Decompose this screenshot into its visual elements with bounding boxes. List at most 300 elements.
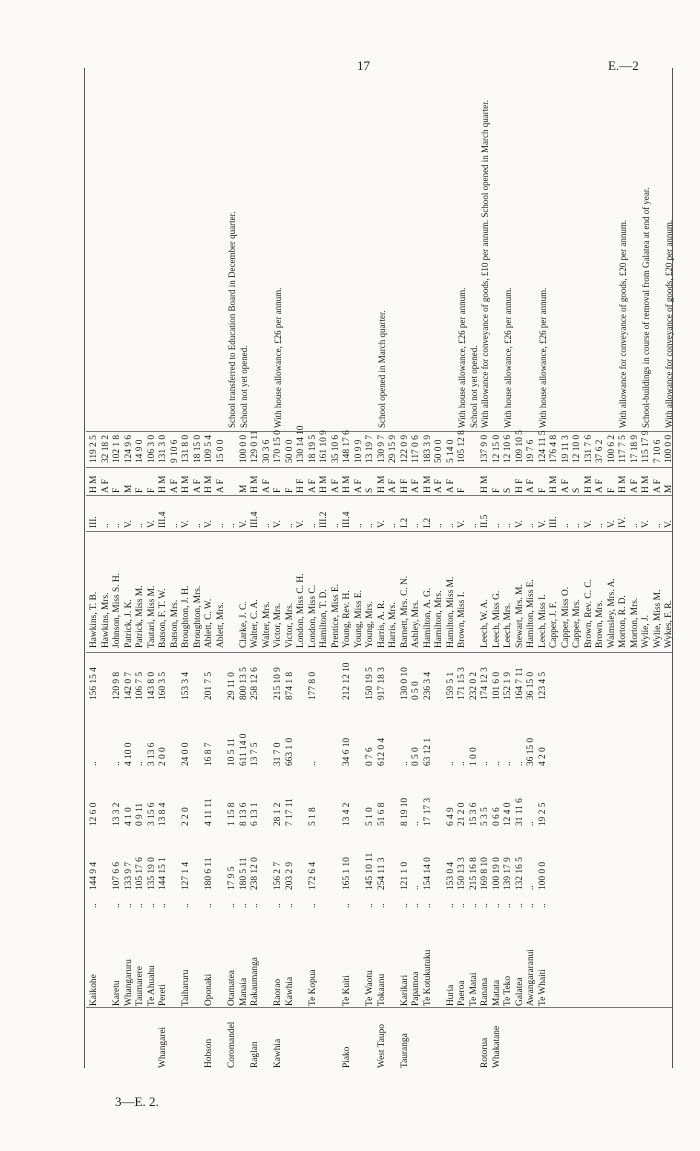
cell-buildings: 16 8 7 [204, 742, 214, 766]
cell-school: Whangaruru [123, 959, 134, 1006]
cell-teacher: Walter, C. A. [250, 599, 260, 648]
cell-position: H M [549, 475, 559, 493]
cell-teacher: Hamilton, A. G. [422, 587, 433, 648]
remarks-note: School opened in March quarter. [376, 310, 387, 428]
cell-position: H M [583, 475, 594, 493]
cell-salaries: 180 5 11 [238, 857, 249, 890]
cell-emolument: 18 19 5 [307, 434, 318, 463]
cell-class: .. [135, 523, 145, 528]
cell-teacher: Leech, Miss I. [537, 594, 548, 648]
cell-emolument: 12 15 0 [491, 434, 502, 463]
cell-emolument: 19 7 6 [526, 439, 536, 463]
cell-emolument: 124 11 5 [537, 430, 548, 463]
cell-dots: .. [365, 903, 375, 908]
cell-buildings: .. [135, 761, 145, 766]
cell-class: .. [169, 523, 180, 528]
cell-school: Kawhia [284, 976, 295, 1006]
cell-salaries: 133 9 7 [123, 861, 134, 890]
cell-emolument: 15 0 0 [215, 439, 226, 463]
cell-class: III.4 [158, 511, 168, 528]
cell-class: V. [181, 520, 191, 528]
cell-buildings: 0 7 6 [365, 747, 375, 766]
cell-total: 164 7 11 [514, 667, 525, 700]
cell-buildings: 663 1 0 [284, 737, 295, 766]
cell-teacher: Hamilton, T. D. [319, 589, 329, 648]
cell-position: H F [399, 478, 410, 493]
cell-class: .. [595, 523, 605, 528]
cell-class: V. [641, 520, 651, 528]
cell-dots: .. [411, 903, 421, 908]
cell-emolument: 119 2 5 [89, 435, 99, 463]
cell-class: V. [606, 520, 617, 528]
cell-emolument: 100 0 0 [664, 434, 674, 463]
cell-dots: .. [537, 903, 548, 908]
cell-school: Otamatea [227, 970, 237, 1006]
cell-class: V. [204, 520, 214, 528]
cell-school: Pereti [158, 984, 168, 1006]
cell-salaries: 150 13 3 [457, 857, 467, 890]
cell-salaries: 121 1 0 [399, 861, 410, 890]
cell-teacher: Hawkins, T. B. [89, 591, 99, 648]
cell-teacher: Harris, A. R. [376, 600, 387, 648]
column-rule [86, 1007, 672, 1008]
cell-dots: .. [181, 903, 191, 908]
cell-salaries: 169 8 10 [480, 857, 490, 890]
cell-dots: .. [526, 903, 536, 908]
cell-emolument: 170 15 0 [273, 430, 283, 463]
remarks-note: With house allowance, £26 per annum. [273, 287, 283, 428]
cell-teacher: Morton, R. D. [618, 595, 628, 648]
cell-teacher: Ablett, Mrs. [215, 602, 226, 648]
cell-emolument: 14 9 0 [135, 439, 145, 463]
cell-buildings: 0 5 0 [411, 747, 421, 766]
cell-class: V. [296, 520, 306, 528]
cell-emolument: 9 10 6 [169, 439, 180, 463]
cell-dots: .. [112, 903, 122, 908]
cell-total: 236 3 4 [422, 671, 433, 700]
cell-school: Kaikohe [89, 974, 99, 1006]
cell-class: .. [652, 523, 663, 528]
cell-total: 159 5 1 [445, 671, 456, 700]
cell-salaries: 144 9 4 [89, 861, 99, 890]
cell-buildings: 4 10 0 [123, 742, 134, 766]
cell-dots: .. [146, 903, 157, 908]
cell-dots: .. [445, 903, 456, 908]
cell-dots: .. [307, 903, 318, 908]
cell-total: 215 10 9 [273, 667, 283, 700]
cell-teacher: Leech, Miss G. [491, 590, 502, 648]
cell-position: F [457, 487, 467, 493]
cell-teacher: London, Miss C. [307, 584, 318, 648]
cell-buildings: 3 13 6 [146, 742, 157, 766]
cell-position: A F [445, 479, 456, 493]
cell-teacher: Ablett, C. W. [204, 598, 214, 648]
cell-books: .. [411, 821, 421, 826]
cell-total: 212 12 10 [342, 662, 352, 700]
remarks-note: School not yet opened. [468, 345, 479, 428]
cell-dots: .. [399, 903, 410, 908]
cell-class: III.4 [342, 511, 352, 528]
cell-total: 150 19 5 [365, 667, 375, 700]
cell-salaries: 156 2 7 [273, 861, 283, 890]
cell-position: H M [376, 475, 387, 493]
cell-emolument: 19 11 3 [560, 435, 571, 463]
cell-class: .. [112, 523, 122, 528]
cell-school: Huria [445, 984, 456, 1006]
cell-salaries: 215 16 8 [468, 857, 479, 890]
cell-position: H M [641, 475, 651, 493]
remarks-note: With allowance for conveyance of goods, £20 per annum. [618, 219, 628, 428]
cell-class: V. [273, 520, 283, 528]
cell-buildings: .. [514, 761, 525, 766]
cell-teacher: Patrick, J. K. [123, 599, 134, 648]
cell-teacher: Victor, Mrs. [284, 602, 295, 648]
cell-teacher: Clarke, J. C. [238, 601, 249, 648]
cell-school: Raorao [273, 978, 283, 1006]
cell-class: .. [560, 523, 571, 528]
cell-class: .. [468, 523, 479, 528]
cell-district: Whakatane [491, 1025, 502, 1068]
cell-emolument: 148 17 6 [342, 430, 352, 463]
cell-class: .. [491, 523, 502, 528]
cell-emolument: 35 10 6 [330, 434, 341, 463]
cell-class: V. [238, 520, 249, 528]
cell-class: III. [89, 516, 99, 528]
cell-class: .. [227, 523, 237, 528]
cell-teacher: Morton, Mrs. [629, 597, 640, 648]
cell-teacher: Hamilton, Mrs. [434, 590, 444, 648]
cell-total: 29 11 0 [227, 672, 237, 700]
cell-teacher: Hamilton, Miss E. [526, 579, 536, 648]
cell-teacher: Tautari, Miss M. [146, 585, 157, 648]
remarks-note: School-buildings in course of removal from Galatea at end of year. [641, 187, 651, 428]
cell-total: 177 8 0 [307, 671, 318, 700]
cell-books: 0 9 11 [135, 802, 145, 826]
cell-emolument: 106 3 0 [146, 434, 157, 463]
cell-class: V. [514, 520, 525, 528]
cell-dots: .. [284, 903, 295, 908]
cell-emolument: 12 10 6 [503, 434, 513, 463]
cell-position: A F [330, 479, 341, 493]
cell-position: A F [434, 479, 444, 493]
cell-dots: .. [480, 903, 490, 908]
cell-books: 2 2 0 [181, 807, 191, 826]
cell-emolument: 109 10 5 [514, 430, 525, 463]
cell-emolument: 115 17 9 [641, 430, 651, 463]
cell-dots: .. [135, 903, 145, 908]
cell-buildings: 34 6 10 [342, 737, 352, 766]
cell-books: 12 6 0 [89, 802, 99, 826]
cell-class: I.2 [399, 517, 410, 528]
cell-teacher: Wylie, Miss M. [652, 589, 663, 648]
cell-school: Te Waotu [365, 970, 375, 1006]
cell-class: III. [549, 516, 559, 528]
cell-teacher: Wylie, J. [641, 614, 651, 648]
cell-dots: .. [342, 903, 352, 908]
cell-teacher: Harris, Mrs. [388, 602, 398, 648]
cell-teacher: Patrick, Miss M. [135, 585, 145, 648]
remarks-note: With allowance for conveyance of goods, £20 per annum. [664, 219, 674, 428]
cell-books: 4 11 11 [204, 798, 214, 826]
cell-salaries: 153 0 4 [445, 861, 456, 890]
cell-position: A F [100, 479, 111, 493]
cell-teacher: Young, Mrs. [365, 601, 375, 648]
remarks-note: With house allowance, £26 per annum. [457, 287, 467, 428]
remarks-note: With house allowance, £26 per annum. [503, 287, 513, 428]
cell-class: V. [537, 520, 548, 528]
cell-school: Karetu [112, 980, 122, 1006]
cell-books: 21 2 0 [457, 802, 467, 826]
cell-teacher: Broughton, J. H. [181, 585, 191, 648]
cell-emolument: 124 9 6 [123, 434, 134, 463]
cell-class: .. [215, 523, 226, 528]
cell-emolument: 100 0 0 [238, 434, 249, 463]
schools-table [80, 68, 680, 1068]
cell-buildings: 63 12 1 [422, 737, 433, 766]
cell-books: 12 4 0 [503, 802, 513, 826]
column-rule [86, 495, 672, 496]
cell-salaries: 17 9 5 [227, 866, 237, 890]
cell-school: Papamoa [411, 971, 421, 1006]
cell-position: A F [526, 479, 536, 493]
cell-school: Paeroa [457, 980, 467, 1006]
cell-teacher: Capper, J. F. [549, 601, 559, 648]
cell-position: M [664, 484, 674, 493]
cell-salaries: 145 10 11 [365, 852, 375, 890]
cell-position: S [503, 487, 513, 493]
cell-school: Rakaumanga [250, 957, 260, 1006]
cell-class: V. [146, 520, 157, 528]
cell-buildings: .. [491, 761, 502, 766]
cell-district: Kawhia [273, 1038, 283, 1068]
cell-total: 152 1 9 [503, 671, 513, 700]
document-code: E.—2 [608, 58, 639, 73]
cell-teacher: Hawkins, Mrs. [100, 592, 111, 648]
cell-school: Te Ahuahu [146, 965, 157, 1006]
cell-buildings: 13 7 5 [250, 742, 260, 766]
cell-buildings: .. [445, 761, 456, 766]
cell-emolument: 100 6 2 [606, 434, 617, 463]
cell-teacher: Capper, Miss O. [560, 586, 571, 648]
cell-position: A F [261, 479, 272, 493]
cell-dots: .. [273, 903, 283, 908]
cell-teacher: Walter, Mrs. [261, 601, 272, 648]
cell-emolument: 130 9 7 [376, 434, 387, 463]
cell-dots: .. [204, 903, 214, 908]
cell-emolument: 183 3 9 [422, 434, 433, 463]
cell-emolument: 129 0 11 [250, 430, 260, 463]
cell-position: H M [250, 475, 260, 493]
cell-buildings: 31 7 0 [273, 742, 283, 766]
cell-class: .. [434, 523, 444, 528]
cell-buildings: .. [503, 761, 513, 766]
cell-class: V. [457, 520, 467, 528]
cell-position: S [365, 487, 375, 493]
cell-salaries: 127 1 4 [181, 861, 191, 890]
cell-salaries: .. [411, 885, 421, 890]
cell-buildings: 612 0 4 [376, 737, 387, 766]
cell-district: Raglan [250, 1041, 260, 1068]
cell-salaries: 154 14 0 [422, 857, 433, 890]
cell-teacher: Brown, Rev. C. C. [583, 579, 594, 648]
cell-emolument: 122 0 9 [399, 434, 410, 463]
cell-school: Karikari [399, 974, 410, 1006]
cell-class: .. [526, 523, 536, 528]
cell-teacher: Prentice, Miss E. [330, 583, 341, 648]
cell-emolument: 29 15 9 [388, 434, 398, 463]
cell-position: H M [204, 475, 214, 493]
cell-buildings: .. [307, 761, 318, 766]
cell-emolument: 130 14 10 [296, 425, 306, 463]
cell-teacher: Leech, Mrs. [503, 602, 513, 648]
cell-district: Tauranga [399, 1033, 410, 1068]
footer-code: 3—E. 2. [115, 1094, 159, 1109]
cell-district: West Taupo [376, 1024, 387, 1068]
cell-school: Te Teko [503, 975, 513, 1006]
cell-class: .. [572, 523, 582, 528]
cell-teacher: Walmsley, Mrs. A. [606, 578, 617, 648]
cell-emolument: 37 6 2 [595, 439, 605, 463]
cell-class: IV. [618, 516, 628, 528]
cell-position: A F [353, 479, 364, 493]
cell-position: F [146, 487, 157, 493]
cell-teacher: Broughton, Mrs. [192, 585, 203, 648]
cell-salaries: 165 1 10 [342, 857, 352, 890]
remarks-note: School transferred to Education Board in December quarter. [227, 211, 237, 428]
cell-class: V. [376, 520, 387, 528]
cell-books: 31 11 6 [514, 798, 525, 826]
cell-salaries: 203 2 9 [284, 861, 295, 890]
cell-dots: .. [514, 903, 525, 908]
cell-buildings: 1 0 0 [468, 747, 479, 766]
cell-salaries: 135 19 0 [146, 857, 157, 890]
cell-position: M [238, 484, 249, 493]
cell-position: A F [307, 479, 318, 493]
cell-books: 5 1 8 [307, 807, 318, 826]
cell-books: 28 1 2 [273, 802, 283, 826]
column-rule [86, 652, 672, 653]
cell-class: III.2 [319, 511, 329, 528]
cell-position: H M [342, 475, 352, 493]
cell-buildings: 36 15 0 [526, 737, 536, 766]
cell-buildings: 24 0 0 [181, 742, 191, 766]
cell-position: H M [618, 475, 628, 493]
cell-school: Matata [491, 979, 502, 1006]
cell-emolument: 7 10 6 [652, 439, 663, 463]
cell-salaries: 100 0 0 [537, 861, 548, 890]
cell-position: H M [480, 475, 490, 493]
cell-teacher: Batson, Mrs. [169, 599, 180, 648]
cell-salaries: 254 11 3 [376, 857, 387, 890]
cell-total: 201 7 5 [204, 671, 214, 700]
cell-total: 143 8 0 [146, 671, 157, 700]
cell-class: I.2 [422, 517, 433, 528]
cell-books: 17 17 3 [422, 797, 433, 826]
cell-teacher: Johnson, Miss S. H. [112, 572, 122, 648]
cell-class: .. [192, 523, 203, 528]
cell-buildings: 10 5 11 [227, 738, 237, 766]
cell-salaries: 172 6 4 [307, 861, 318, 890]
cell-emolument: 50 0 0 [284, 439, 295, 463]
cell-class: .. [330, 523, 341, 528]
cell-school: Te Kuiti [342, 975, 352, 1006]
cell-total: 130 0 10 [399, 667, 410, 700]
column-rule [86, 467, 672, 468]
cell-school: Manaia [238, 977, 249, 1006]
cell-position: A F [169, 479, 180, 493]
cell-books: 13 3 2 [112, 802, 122, 826]
cell-emolument: 50 0 0 [434, 439, 444, 463]
table-rule [84, 68, 85, 1068]
cell-total: 917 18 3 [376, 667, 387, 700]
cell-class: .. [307, 523, 318, 528]
cell-dots: .. [158, 903, 168, 908]
cell-position: A F [192, 479, 203, 493]
cell-total: 160 3 5 [158, 671, 168, 700]
cell-position: H M [181, 475, 191, 493]
cell-salaries: 107 6 6 [112, 861, 122, 890]
cell-buildings: 611 14 0 [238, 733, 249, 766]
cell-class: .. [353, 523, 364, 528]
cell-books: 4 1 0 [123, 807, 134, 826]
cell-emolument: 32 18 2 [100, 434, 111, 463]
cell-class: .. [388, 523, 398, 528]
cell-buildings: .. [89, 761, 99, 766]
cell-school: Ranana [480, 977, 490, 1006]
remarks-note: School not yet opened. [238, 345, 249, 428]
cell-buildings: .. [457, 761, 467, 766]
cell-emolument: 102 1 8 [112, 434, 122, 463]
cell-books: 8 19 10 [399, 797, 410, 826]
cell-books: 5 3 5 [480, 807, 490, 826]
cell-position: F [135, 487, 145, 493]
cell-teacher: Young, Miss E. [353, 590, 364, 648]
cell-position: A F [388, 479, 398, 493]
column-rule [86, 431, 672, 432]
cell-position: F [537, 487, 548, 493]
cell-salaries: 238 12 0 [250, 857, 260, 890]
cell-position: A F [629, 479, 640, 493]
cell-district: Rotorua [480, 1037, 490, 1068]
cell-salaries: 139 17 9 [503, 857, 513, 890]
cell-school: Galatea [514, 977, 525, 1006]
cell-total: 142 0 7 [123, 671, 134, 700]
cell-teacher: London, Miss C. H. [296, 573, 306, 648]
cell-dots: .. [468, 903, 479, 908]
cell-class: V. [123, 520, 134, 528]
cell-position: M [123, 484, 134, 493]
cell-school: Taiharuru [181, 969, 191, 1006]
cell-emolument: 13 19 7 [365, 434, 375, 463]
cell-dots: .. [376, 903, 387, 908]
cell-books: .. [526, 821, 536, 826]
cell-class: .. [503, 523, 513, 528]
cell-school: Taumarere [135, 966, 145, 1006]
cell-position: A F [215, 479, 226, 493]
cell-dots: .. [238, 903, 249, 908]
cell-emolument: 137 9 0 [480, 434, 490, 463]
cell-total: 800 13 5 [238, 667, 249, 700]
cell-total: 156 15 4 [89, 667, 99, 700]
cell-class: .. [284, 523, 295, 528]
cell-class: V. [664, 520, 674, 528]
cell-books: 8 13 6 [238, 802, 249, 826]
cell-dots: .. [503, 903, 513, 908]
cell-emolument: 131 7 6 [583, 434, 594, 463]
cell-school: Te Kopua [307, 969, 318, 1006]
cell-total: 174 12 3 [480, 667, 490, 700]
cell-emolument: 176 4 8 [549, 434, 559, 463]
